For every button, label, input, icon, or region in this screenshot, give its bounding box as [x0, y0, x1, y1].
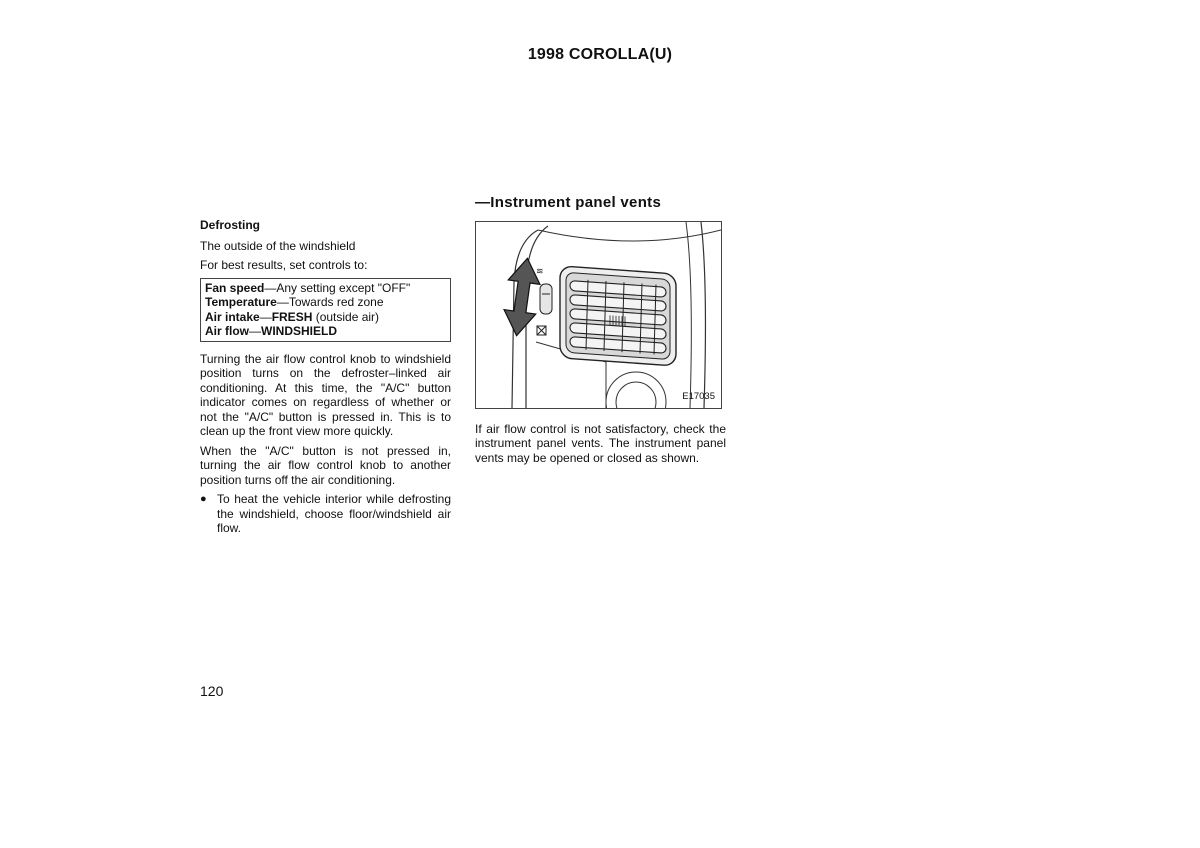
setting-value: —Any setting except "OFF" — [264, 280, 411, 295]
bullet-icon: ● — [200, 493, 207, 505]
left-column — [200, 218, 451, 536]
paragraph-2: For best results, set controls to: — [200, 258, 368, 272]
setting-dash: — — [259, 309, 272, 324]
paragraph-3: Turning the air flow control knob to windshield position turns on the defroster–linked air conditioning. At this time, the "A/C" button indicator comes on regardless of whether or not the "A/C" button is pressed in. This is to clean up the front view more quickly. — [200, 351, 451, 438]
setting-air-flow — [205, 324, 446, 339]
setting-label: Air flow — [205, 324, 249, 338]
setting-fan-speed — [205, 281, 446, 296]
right-column — [475, 196, 726, 470]
setting-label: Temperature — [205, 295, 277, 309]
settings-box — [200, 278, 451, 342]
section-heading-defrosting: Defrosting — [200, 218, 260, 232]
paragraph-4: When the "A/C" button is not pressed in, turning the air flow control knob to another position turns off the air conditioning. — [200, 443, 451, 487]
setting-value-bold: FRESH — [271, 309, 313, 324]
setting-air-intake — [205, 310, 446, 325]
setting-dash: — — [249, 324, 261, 338]
paragraph-vents: If air flow control is not satisfactory, check the instrument panel vents. The instrument panel vents may be opened or closed as shown. — [475, 421, 726, 465]
figure-label: E17035 — [682, 391, 715, 402]
setting-value-bold: WINDSHIELD — [261, 324, 337, 338]
setting-value: —Towards red zone — [276, 295, 384, 309]
vent-illustration — [475, 221, 722, 409]
page-number: 120 — [200, 683, 224, 699]
paragraph-1: The outside of the windshield — [200, 238, 356, 253]
setting-label: Fan speed — [205, 280, 265, 295]
setting-temperature — [205, 295, 446, 310]
bullet-text: To heat the vehicle interior while defrosting the windshield, choose floor/windshield air flow. — [217, 492, 451, 535]
setting-label: Air intake — [205, 309, 260, 324]
svg-text:≋: ≋ — [536, 266, 544, 277]
page-header-title: 1998 COROLLA(U) — [527, 46, 673, 63]
bullet-item — [200, 492, 451, 536]
section-heading-instrument-panel-vents: —Instrument panel vents — [475, 194, 662, 211]
setting-value-tail: (outside air) — [312, 309, 380, 324]
vent-drawing — [476, 222, 721, 408]
